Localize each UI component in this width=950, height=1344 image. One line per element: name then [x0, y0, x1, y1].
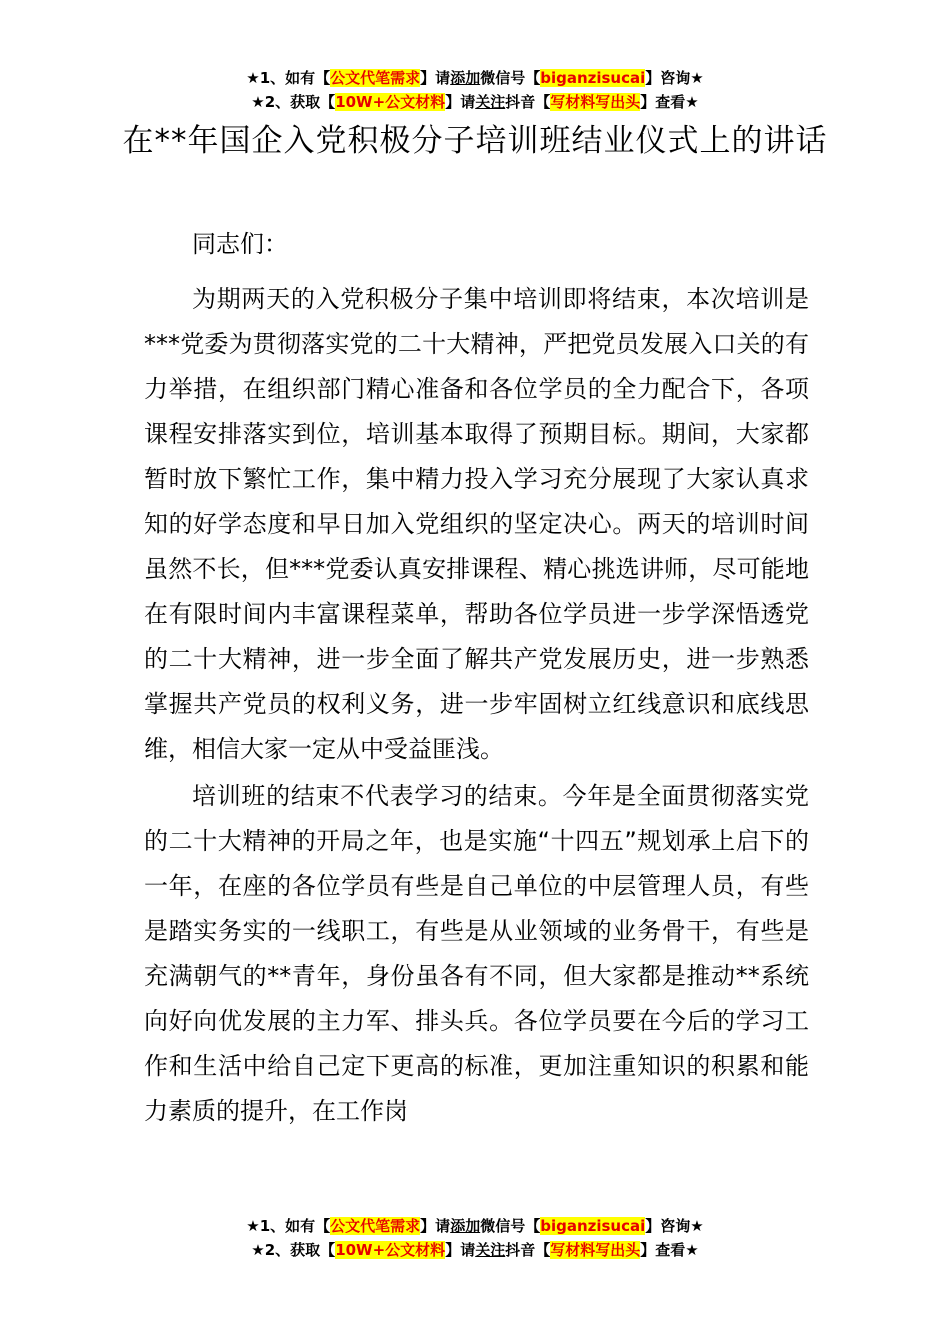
- document-title: 在**年国企入党积极分子培训班结业仪式上的讲话: [122, 123, 828, 159]
- paragraph-1: 为期两天的入党积极分子集中培训即将结束，本次培训是***党委为贯彻落实党的二十大精神，严把党员发展入口关的有力举措，在组织部门精心准备和各位学员的全力配合下，各项课程安排落实到位，培训基本取得了预期目标。期间，大家都暂时放下繁忙工作，集中精力投入学习充分展现了大家认真求知的好学态度和早日加入党组织的坚定决心。两天的培训时间虽然不长，但***党委认真安排课程、精心挑选讲师，尽可能地在有限时间内丰富课程菜单，帮助各位学员进一步学深悟透党的二十大精神，进一步全面了解共产党发展历史，进一步熟悉掌握共产党员的权利义务，进一步牢固树立红线意识和底线思维，相信大家一定从中受益匪浅。: [144, 285, 809, 763]
- banner-text: 】查看★: [640, 1241, 699, 1259]
- banner-text: 抖音【: [505, 1241, 551, 1259]
- paragraph-2: 培训班的结束不代表学习的结束。今年是全面贯彻落实党的二十大精神的开局之年，也是实施“十四五”规划承上启下的一年，在座的各位学员有些是自己单位的中层管理人员，有些是踏实务实的一线职工，有些是从业领域的业务骨干，有些是充满朝气的**青年，身份虽各有不同，但大家都是推动**系统向好向优发展的主力军、排头兵。各位学员要在今后的学习工作和生活中给自己定下更高的标准，更加注重知识的积累和能力素质的提升，在工作岗: [144, 782, 809, 1125]
- banner-text: 微信号【: [480, 69, 541, 87]
- banner-text: 】请: [445, 93, 476, 111]
- banner-text: 】请: [420, 69, 451, 87]
- banner-line-1: [0, 66, 950, 90]
- banner-highlight: 写材料写出头: [550, 93, 641, 111]
- banner-line-2: [0, 1238, 950, 1262]
- banner-highlight: 公文代笔需求: [330, 1217, 421, 1235]
- banner-text: ★2、获取【: [251, 93, 336, 111]
- banner-text: 】请: [445, 1241, 476, 1259]
- banner-highlight: biganzisucai: [540, 69, 646, 87]
- banner-text: 抖音【: [505, 93, 551, 111]
- salutation: 同志们：: [192, 230, 288, 258]
- banner-highlight: 写材料写出头: [550, 1241, 641, 1259]
- banner-underline: 关注: [475, 93, 506, 111]
- document-body: [144, 222, 809, 1134]
- banner-text: 】咨询★: [645, 69, 704, 87]
- banner-underline: 添加: [450, 1217, 481, 1235]
- banner-underline: 添加: [450, 69, 481, 87]
- banner-text: 】查看★: [640, 93, 699, 111]
- banner-text: ★1、如有【: [246, 69, 331, 87]
- banner-underline: 关注: [475, 1241, 506, 1259]
- banner-text: 】咨询★: [645, 1217, 704, 1235]
- banner-text: 】请: [420, 1217, 451, 1235]
- banner-text: ★1、如有【: [246, 1217, 331, 1235]
- banner-text: 微信号【: [480, 1217, 541, 1235]
- banner-text: ★2、获取【: [251, 1241, 336, 1259]
- footer-banner: [0, 1214, 950, 1262]
- banner-line-1: [0, 1214, 950, 1238]
- banner-highlight: biganzisucai: [540, 1217, 646, 1235]
- banner-highlight: 10W+公文材料: [335, 93, 446, 111]
- banner-line-2: [0, 90, 950, 114]
- header-banner: [0, 66, 950, 114]
- banner-highlight: 公文代笔需求: [330, 69, 421, 87]
- banner-highlight: 10W+公文材料: [335, 1241, 446, 1259]
